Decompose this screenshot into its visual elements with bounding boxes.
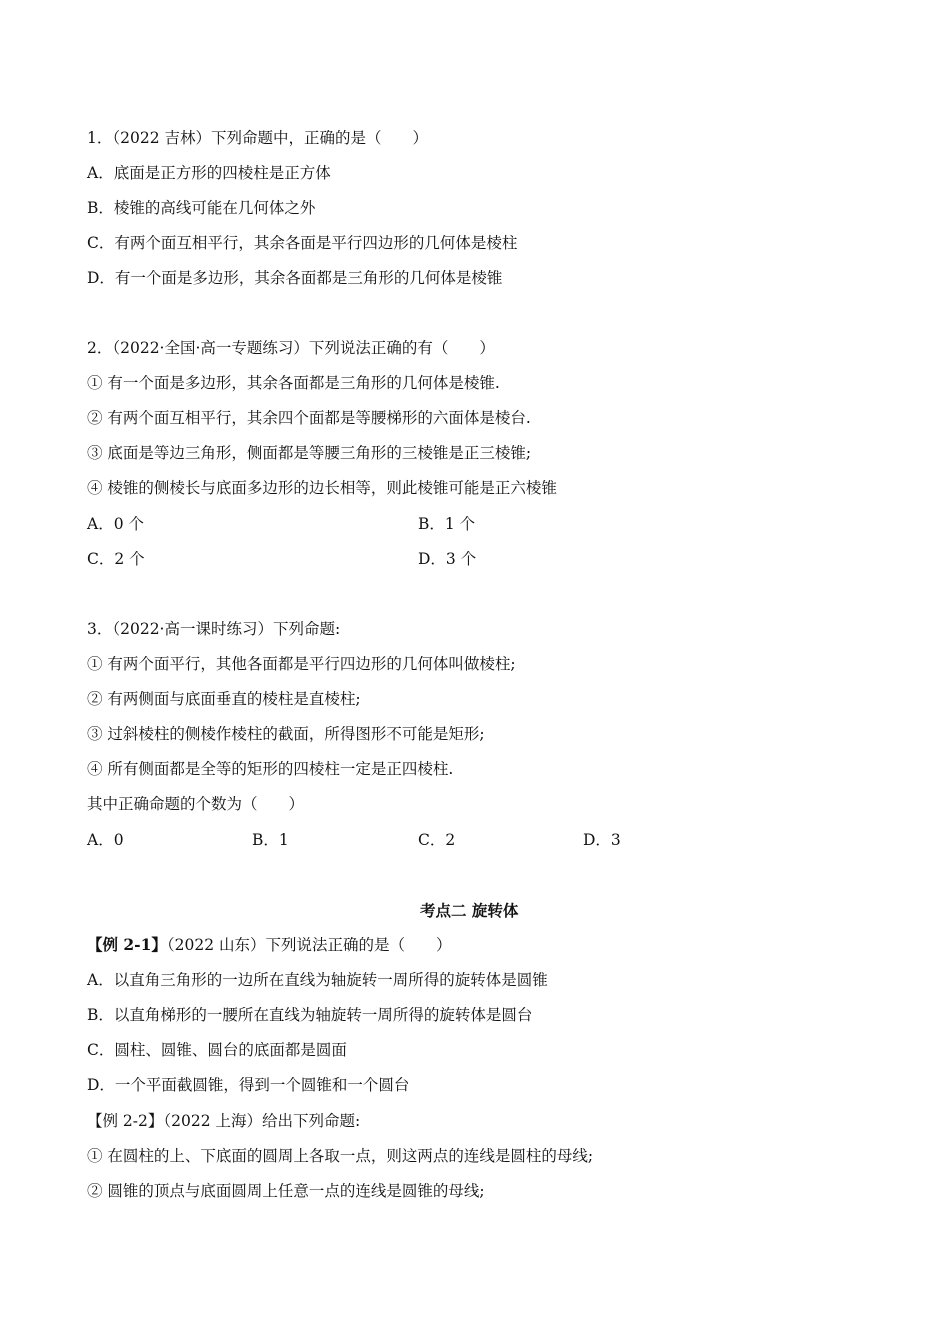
q3-statement-4: ④ 所有侧面都是全等的矩形的四棱柱一定是正四棱柱. xyxy=(87,760,454,778)
example-2-2-statement-2: ② 圆锥的顶点与底面圆周上任意一点的连线是圆锥的母线; xyxy=(87,1182,485,1200)
q3-stem: 3．（2022·高一课时练习）下列命题: xyxy=(87,620,341,638)
example-2-1-text: （2022 山东）下列说法正确的是（ ） xyxy=(166,936,452,954)
q2-statement-1: ① 有一个面是多边形，其余各面都是三角形的几何体是棱锥. xyxy=(87,374,500,392)
q1-option-b: B．棱锥的高线可能在几何体之外 xyxy=(87,199,316,217)
q3-statement-2: ② 有两侧面与底面垂直的棱柱是直棱柱; xyxy=(87,690,361,708)
example-2-1-option-c: C．圆柱、圆锥、圆台的底面都是圆面 xyxy=(87,1041,347,1059)
q3-option-d: D．3 xyxy=(583,831,621,849)
q1-stem: 1．（2022 吉林）下列命题中，正确的是（ ） xyxy=(87,129,428,147)
q2-option-d: D．3 个 xyxy=(418,550,477,568)
q3-option-c: C．2 xyxy=(418,831,456,849)
q2-statement-4: ④ 棱锥的侧棱长与底面多边形的边长相等，则此棱锥可能是正六棱锥 xyxy=(87,479,557,497)
q3-question: 其中正确命题的个数为（ ） xyxy=(87,795,305,813)
example-2-1-option-b: B．以直角梯形的一腰所在直线为轴旋转一周所得的旋转体是圆台 xyxy=(87,1006,533,1024)
example-2-1-tag: 【例 2-1】 xyxy=(87,935,167,954)
example-2-2-tag: 【例 2-2】 xyxy=(87,1112,164,1130)
example-2-1-stem xyxy=(87,935,452,955)
q1-option-c: C．有两个面互相平行，其余各面是平行四边形的几何体是棱柱 xyxy=(87,234,518,252)
q2-option-c: C．2 个 xyxy=(87,550,145,568)
q1-option-d: D．有一个面是多边形，其余各面都是三角形的几何体是棱锥 xyxy=(87,269,503,287)
q2-statement-3: ③ 底面是等边三角形，侧面都是等腰三角形的三棱锥是正三棱锥; xyxy=(87,444,532,462)
q3-statement-3: ③ 过斜棱柱的侧棱作棱柱的截面，所得图形不可能是矩形; xyxy=(87,725,485,743)
q2-statement-2: ② 有两个面互相平行，其余四个面都是等腰梯形的六面体是棱台. xyxy=(87,409,531,427)
example-2-1-option-d: D．一个平面截圆锥，得到一个圆锥和一个圆台 xyxy=(87,1076,410,1094)
example-2-1-option-a: A．以直角三角形的一边所在直线为轴旋转一周所得的旋转体是圆锥 xyxy=(87,971,548,989)
q3-option-b: B．1 xyxy=(252,831,289,849)
q1-option-a: A．底面是正方形的四棱柱是正方体 xyxy=(87,164,331,182)
example-2-2-statement-1: ① 在圆柱的上、下底面的圆周上各取一点，则这两点的连线是圆柱的母线; xyxy=(87,1147,594,1165)
q3-statement-1: ① 有两个面平行，其他各面都是平行四边形的几何体叫做棱柱; xyxy=(87,655,516,673)
q3-option-a: A．0 xyxy=(87,831,124,849)
example-2-2-text: （2022 上海）给出下列命题: xyxy=(163,1112,361,1130)
q2-option-b: B．1 个 xyxy=(418,515,476,533)
example-2-2-stem xyxy=(87,1111,360,1131)
section-heading: 考点二 旋转体 xyxy=(420,901,519,920)
q2-option-a: A．0 个 xyxy=(87,515,144,533)
q2-stem: 2．（2022·全国·高一专题练习）下列说法正确的有（ ） xyxy=(87,339,495,357)
